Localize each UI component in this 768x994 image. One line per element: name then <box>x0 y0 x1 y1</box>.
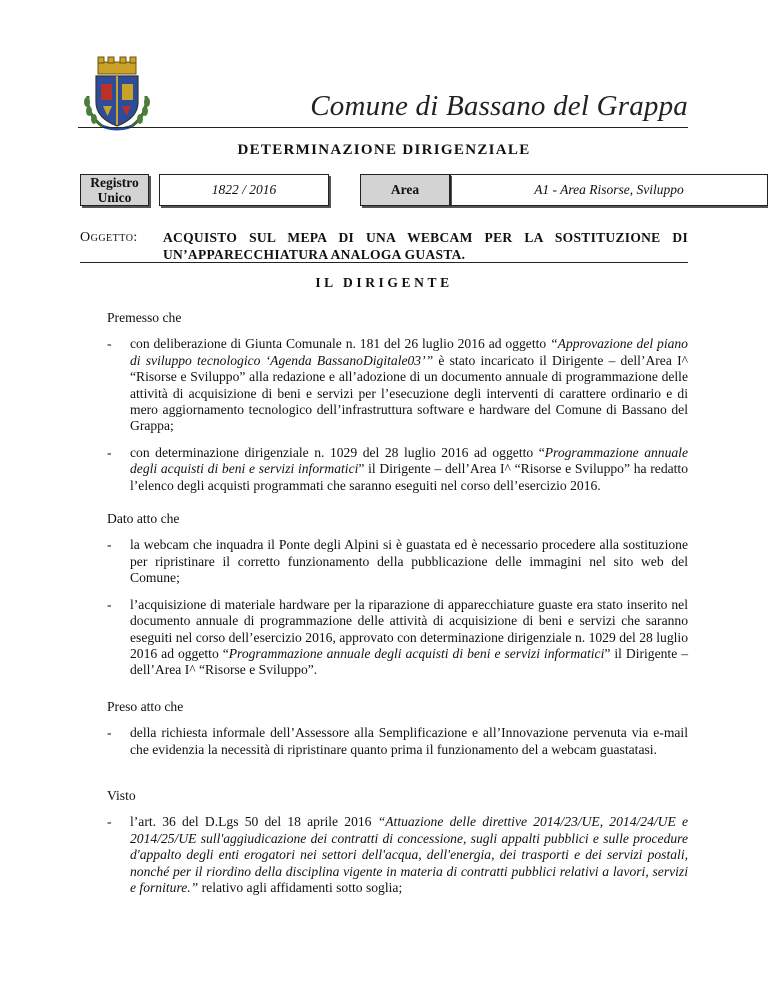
subject-text: ACQUISTO SUL MEPA DI UNA WEBCAM PER LA SOSTITUZIONE DI UN’APPARECCHIATURA ANALOGA GUASTA. <box>163 230 688 262</box>
list-item <box>107 445 688 494</box>
list-dash: - <box>107 444 112 460</box>
paragraph-text: con determinazione dirigenziale n. 1029 del 28 luglio 2016 ad oggetto “ <box>130 444 545 460</box>
list-dash: - <box>107 336 112 352</box>
section-heading-dirigente: IL DIRIGENTE <box>315 275 453 290</box>
subject-divider <box>80 262 688 263</box>
list-dash: - <box>107 596 112 612</box>
section-premesso: Premesso che <box>107 310 182 325</box>
list-item <box>107 597 688 679</box>
section-preso-atto: Preso atto che <box>107 698 184 714</box>
subject-label: Oggetto: <box>80 230 138 245</box>
area-label: Area <box>360 174 450 206</box>
registro-label-line1: Registro <box>90 175 139 190</box>
paragraph-italic: Programmazione annuale degli acquisti di beni e servizi informatici <box>130 444 688 477</box>
paragraph-text: ” il Dirigente – dell’Area I^ “Risorse e Sviluppo” ha redatto l’elenco degli acquisti programmati che saranno eseguiti nel corso dell’esercizio 2016. <box>130 461 688 493</box>
list-item <box>107 725 688 758</box>
paragraph-text: è stato incaricato il Dirigente – dell’Area I^ “Risorse e Sviluppo” alla redazione e all’adozione di un documento annuale di programmazione delle attività di acquisizione di beni e servizi per l’esecuzione degli interventi di carattere ordinario e di mero aggiornamento tecnologico dell’infrastruttura software e hardware del Comune di Bassano del Grappa; <box>130 352 688 434</box>
paragraph-italic: “Approvazione del piano di sviluppo tecnologico ‘Agenda BassanoDigitale03’” <box>130 336 688 368</box>
list-item <box>107 537 688 586</box>
paragraph-italic: Programmazione annuale degli acquisti di beni e servizi informatici <box>228 645 605 661</box>
header-divider <box>78 127 688 128</box>
municipality-name: Comune di Bassano del Grappa <box>310 90 688 122</box>
document-body <box>107 310 688 896</box>
section-dato-atto: Dato atto che <box>107 511 180 527</box>
list-dash: - <box>107 537 112 553</box>
registro-value: 1822 / 2016 <box>159 174 329 206</box>
paragraph-text: l’art. 36 del D.Lgs 50 del 18 aprile 2016 <box>130 814 378 830</box>
registro-label-box <box>80 174 149 206</box>
registry-row <box>80 174 688 208</box>
list-item <box>107 814 688 896</box>
list-item <box>107 336 688 434</box>
section-visto: Visto <box>107 787 136 803</box>
paragraph-text: relativo agli affidamenti sotto soglia; <box>198 879 403 895</box>
paragraph-text: ” il Dirigente – dell’Area I^ “Risorse e Sviluppo”. <box>130 645 688 678</box>
area-value: A1 - Area Risorse, Sviluppo <box>450 174 768 206</box>
registro-label-line2: Unico <box>97 190 132 205</box>
paragraph-text: l’acquisizione di materiale hardware per la riparazione di apparecchiature guaste era stato inserito nel documento annuale di programmazione delle attività di acquisizione di beni e servizi che saranno eseguiti nel corso dell’esercizio 2016, approvato con determinazione dirigenziale n. 1029 del 28 luglio 2016 ad oggetto “ <box>130 596 688 661</box>
list-dash: - <box>107 814 112 830</box>
paragraph-text: con deliberazione di Giunta Comunale n. 181 del 26 luglio 2016 ad oggetto <box>130 336 551 352</box>
paragraph-text: la webcam che inquadra il Ponte degli Alpini si è guastata ed è necessario procedere alla sostituzione per ripristinare il corretto funzionamento della pubblicazione delle immagini nel sito web del Comune; <box>130 537 688 586</box>
document-title: DETERMINAZIONE DIRIGENZIALE <box>237 142 531 158</box>
list-dash: - <box>107 725 112 741</box>
paragraph-text: della richiesta informale dell’Assessore alla Semplificazione e all’Innovazione pervenuta via e-mail che evidenzia la necessità di ripristinare quanto prima il funzionamento del a webcam guastatasi. <box>130 725 688 757</box>
paragraph-italic: “Attuazione delle direttive 2014/23/UE, 2014/24/UE e 2014/25/UE sull'aggiudicazione dei contratti di concessione, sugli appalti pubblici e sulle procedure d'appalto degli enti erogatori nei settori dell'acqua, dell'energia, dei trasporti e dei servizi postali, nonché per il riordino della disciplina vigente in materia di contratti pubblici relativi a lavori, servizi e forniture.” <box>130 814 689 895</box>
coat-of-arms-icon <box>78 56 156 132</box>
